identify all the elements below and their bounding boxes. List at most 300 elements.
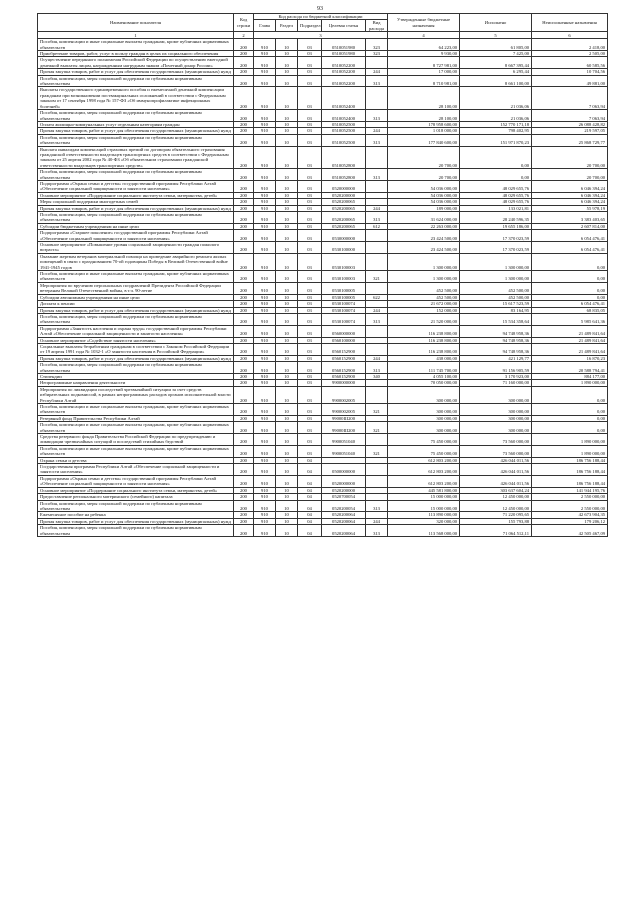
cell-glava: 910 (254, 415, 276, 421)
cell-code-line: 200 (234, 475, 254, 487)
cell-executed: 7 425,00 (460, 51, 532, 57)
cell-name: Прочая закупка товаров, работ и услуг для обеспечения государственных (муниципальных) нужд (38, 69, 234, 75)
cell-executed: 21 036,06 (460, 110, 532, 122)
cell-unexecuted: 0,00 (532, 415, 608, 421)
cell-executed: 83 164,95 (460, 307, 532, 313)
cell-code-line: 200 (234, 362, 254, 374)
cell-glava: 910 (254, 518, 276, 524)
header-code-line: Код строки (234, 14, 254, 32)
cell-podrazdel: 03 (298, 337, 322, 343)
cell-executed: 1 300 000,00 (460, 271, 532, 283)
cell-name: Пособия, компенсации и иные социальные выплаты гражданам, кроме публичных нормативных обязательств (38, 422, 234, 434)
cell-glava: 910 (254, 343, 276, 355)
cell-unexecuted: 55 978,19 (532, 205, 608, 211)
cell-code-line: 200 (234, 69, 254, 75)
cell-vr: 622 (366, 294, 388, 300)
cell-podrazdel: 03 (298, 212, 322, 224)
header-executed: Исполнено (460, 14, 532, 32)
table-row (38, 386, 608, 403)
cell-podrazdel: 03 (298, 404, 322, 416)
cell-unexecuted: 26 088 428,82 (532, 121, 608, 127)
table-body (38, 39, 608, 537)
cell-approved: 54 036 000,00 (388, 180, 460, 192)
cell-code-line: 200 (234, 223, 254, 229)
cell-name: Средства резервного фонда Правительства Российской Федерации по предупреждению и ликвидации чрезвычайных ситуаций и последствий стихийных бедствий (38, 434, 234, 446)
cell-executed: 73 560 000,00 (460, 445, 532, 457)
cell-code-line: 200 (234, 75, 254, 87)
cell-executed: 300 000,00 (460, 386, 532, 403)
cell-code-line: 200 (234, 422, 254, 434)
cell-approved: 23 424 500,00 (388, 230, 460, 242)
cell-approved: 116 238 800,00 (388, 325, 460, 337)
cell-unexecuted: 0,00 (532, 386, 608, 403)
cell-vr: 321 (366, 422, 388, 434)
cell-executed: 151 971 870,23 (460, 134, 532, 146)
cell-name: Доплата к пенсии (38, 301, 234, 307)
cell-code-line: 200 (234, 343, 254, 355)
cell-razdel: 10 (276, 110, 298, 122)
cell-name: Пособия, компенсации, меры социальной поддержки по публичным нормативным обязательствам (38, 169, 234, 181)
cell-razdel: 10 (276, 343, 298, 355)
cell-code-line: 200 (234, 355, 254, 361)
cell-code-line: 200 (234, 169, 254, 181)
cell-name: Пособия, компенсации, меры социальной поддержки по публичным нормативным обязательствам (38, 313, 234, 325)
header-approved: Утвержденные бюджетные назначения (388, 14, 460, 32)
cell-cs: 0520200065 (322, 199, 366, 205)
cell-executed: 426 044 011,56 (460, 457, 532, 463)
cell-vr: 313 (366, 110, 388, 122)
cell-approved: 21 520 000,00 (388, 313, 460, 325)
cell-razdel: 10 (276, 325, 298, 337)
cell-approved: 300 000,00 (388, 422, 460, 434)
cell-executed: 3 170 923,00 (460, 373, 532, 379)
cell-code-line: 200 (234, 253, 254, 270)
cell-glava: 910 (254, 494, 276, 500)
cell-unexecuted: 10 704,56 (532, 69, 608, 75)
cell-name: Пособия, компенсации и иные социальные выплаты гражданам, кроме публичных нормативных обязательств (38, 271, 234, 283)
cell-unexecuted: 6 054 476,41 (532, 301, 608, 307)
cell-executed: 48 029 655,76 (460, 180, 532, 192)
cell-cs: 0560000000 (322, 325, 366, 337)
cell-glava: 910 (254, 313, 276, 325)
cell-code-line: 200 (234, 57, 254, 69)
cell-podrazdel: 03 (298, 134, 322, 146)
cell-name: Подпрограмма «Старшее поколение» государственной программы Республики Алтай «Обеспечение социальной защищенности и занятости населения» (38, 230, 234, 242)
cell-glava: 910 (254, 87, 276, 110)
cell-razdel: 10 (276, 271, 298, 283)
cell-razdel: 10 (276, 307, 298, 313)
cell-podrazdel: 03 (298, 192, 322, 198)
cell-approved: 300 000,00 (388, 386, 460, 403)
cell-cs: 0520200064 (322, 518, 366, 524)
cell-code-line: 200 (234, 180, 254, 192)
cell-vr: 244 (366, 128, 388, 134)
cell-name: Основное мероприятие «Повышение уровня социальной защищенности граждан пожилого возраста» (38, 242, 234, 254)
cell-name: Подпрограмма «Занятость населения и охрана труда» государственной программы Республики Алтай «Обеспечение социальной защищенности и занятости населения» (38, 325, 234, 337)
cell-unexecuted: 21 489 841,64 (532, 325, 608, 337)
cell-cs: 0520200064 (322, 512, 366, 518)
cell-unexecuted: 7 063,94 (532, 87, 608, 110)
cell-podrazdel: 03 (298, 282, 322, 294)
table-row (38, 282, 608, 294)
cell-approved: 22 263 000,00 (388, 223, 460, 229)
cell-approved: 612 803 200,00 (388, 457, 460, 463)
cell-cs: 0510052500 (322, 128, 366, 134)
cell-podrazdel: 03 (298, 199, 322, 205)
cell-executed: 94 748 958,36 (460, 337, 532, 343)
cell-approved: 178 958 600,00 (388, 121, 460, 127)
cell-glava: 910 (254, 212, 276, 224)
cell-executed: 61 805,00 (460, 39, 532, 51)
cell-executed: 421 129,77 (460, 355, 532, 361)
cell-razdel: 10 (276, 294, 298, 300)
cell-podrazdel: 03 (298, 57, 322, 69)
cell-razdel: 10 (276, 169, 298, 181)
cell-razdel: 10 (276, 205, 298, 211)
cell-cs: 0520000000 (322, 180, 366, 192)
cell-razdel: 10 (276, 75, 298, 87)
cell-glava: 910 (254, 380, 276, 386)
cell-glava: 910 (254, 464, 276, 476)
cell-executed: 300 000,00 (460, 422, 532, 434)
cell-approved: 113 890 000,00 (388, 512, 460, 518)
cell-vr: 313 (366, 169, 388, 181)
cell-podrazdel: 03 (298, 223, 322, 229)
cell-name: Пособия, компенсации, меры социальной поддержки по публичным нормативным обязательствам (38, 525, 234, 537)
cell-razdel: 10 (276, 373, 298, 379)
cell-unexecuted: 25 868 729,77 (532, 134, 608, 146)
cell-cs: 0530100003 (322, 253, 366, 270)
cell-approved: 15 000 000,00 (388, 494, 460, 500)
cell-vr: 313 (366, 525, 388, 537)
cell-executed: 91 156 905,59 (460, 362, 532, 374)
colnum: 4 (388, 32, 460, 39)
cell-razdel: 10 (276, 223, 298, 229)
cell-razdel: 10 (276, 337, 298, 343)
header-razdel: Раздел (276, 20, 298, 32)
cell-name: Пособия, компенсации и иные социальные выплаты гражданам, кроме публичных нормативных обязательств (38, 445, 234, 457)
cell-executed: 152 770 171,18 (460, 121, 532, 127)
cell-code-line: 200 (234, 192, 254, 198)
cell-podrazdel: 03 (298, 242, 322, 254)
cell-name: Государственная программа Республики Алтай «Обеспечение социальной защищенности и занятости населения» (38, 464, 234, 476)
cell-glava: 910 (254, 271, 276, 283)
cell-podrazdel: 04 (298, 475, 322, 487)
cell-cs: 9900051040 (322, 434, 366, 446)
cell-unexecuted: 3 383 403,65 (532, 212, 608, 224)
cell-glava: 910 (254, 434, 276, 446)
cell-name: Выплаты государственного единовременного пособия и ежемесячной денежной компенсации гражданам при возникновении поствакцинальных осложнений в соответствии с Федеральным законом от 17 сентября 1998 года № 157-ФЗ «Об иммунопрофилактике инфекционных болезней» (38, 87, 234, 110)
cell-podrazdel: 03 (298, 373, 322, 379)
cell-vr: 244 (366, 355, 388, 361)
cell-glava: 910 (254, 128, 276, 134)
cell-glava: 910 (254, 75, 276, 87)
cell-unexecuted: 0,00 (532, 271, 608, 283)
table-row (38, 343, 608, 355)
cell-approved: 189 000,00 (388, 205, 460, 211)
cell-glava: 910 (254, 110, 276, 122)
cell-cs: 0510052500 (322, 134, 366, 146)
cell-vr (366, 230, 388, 242)
cell-razdel: 10 (276, 253, 298, 270)
table-row (38, 57, 608, 69)
cell-glava: 910 (254, 512, 276, 518)
cell-name: Субсидии бюджетным учреждениям на иные цели (38, 223, 234, 229)
cell-approved: 1 018 000,00 (388, 128, 460, 134)
cell-approved: 75 450 000,00 (388, 434, 460, 446)
cell-razdel: 10 (276, 434, 298, 446)
cell-name: Прочая закупка товаров, работ и услуг для обеспечения государственных (муниципальных) нужд (38, 128, 234, 134)
cell-podrazdel: 03 (298, 325, 322, 337)
cell-vr (366, 325, 388, 337)
cell-cs: 0530100074 (322, 313, 366, 325)
cell-approved: 54 036 000,00 (388, 199, 460, 205)
cell-code-line: 200 (234, 494, 254, 500)
cell-approved: 452 500,00 (388, 282, 460, 294)
cell-name: Пособия, компенсации, меры социальной поддержки по публичным нормативным обязательствам (38, 362, 234, 374)
cell-vr: 313 (366, 134, 388, 146)
cell-name: Оплата жилищно-коммунальных услуг отдельным категориям граждан (38, 121, 234, 127)
cell-approved: 612 803 200,00 (388, 464, 460, 476)
cell-name: Приобретение товаров, работ, услуг в пользу граждан в целях их социального обеспечения (38, 51, 234, 57)
cell-executed: 17 370 023,59 (460, 242, 532, 254)
cell-glava: 910 (254, 282, 276, 294)
cell-approved: 8 727 981,00 (388, 57, 460, 69)
table-row (38, 75, 608, 87)
header-podrazdel: Подраздел (298, 20, 322, 32)
cell-glava: 910 (254, 169, 276, 181)
cell-vr (366, 475, 388, 487)
cell-approved: 1 300 000,00 (388, 271, 460, 283)
cell-name: Выплата инвалидам компенсаций страховых премий по договорам обязательного страхования гражданской ответственности владельцев транспортных средств в соответствии с Федеральным законом от 25 апреля 2002 года № 40-ФЗ «Об обязательном страховании гражданской ответственности владельцев транспортных средств» (38, 146, 234, 169)
cell-executed: 0,00 (460, 146, 532, 169)
cell-glava: 910 (254, 294, 276, 300)
cell-name: Оказание жертвам ветеранов материальной помощи на проведение аварийного ремонта жилых помещений в связи с празднованием 70-ой годовщины Победы в Великой Отечественной войне 1941-1945 годов (38, 253, 234, 270)
cell-razdel: 10 (276, 301, 298, 307)
cell-executed: 6 295,44 (460, 69, 532, 75)
cell-razdel: 10 (276, 121, 298, 127)
cell-unexecuted: 60 585,56 (532, 57, 608, 69)
cell-podrazdel: 03 (298, 146, 322, 169)
cell-name: Мероприятия по ликвидации последствий чрезвычайной ситуации за счет средств избирательных подкомиссий, в рамках непрограммных расходов органов исполнительной власти Республики Алтай (38, 386, 234, 403)
cell-cs: 0530100005 (322, 294, 366, 300)
cell-unexecuted: 20 700,00 (532, 169, 608, 181)
cell-podrazdel: 03 (298, 205, 322, 211)
cell-podrazdel: 03 (298, 230, 322, 242)
cell-glava: 910 (254, 51, 276, 57)
cell-podrazdel: 03 (298, 110, 322, 122)
cell-code-line: 200 (234, 325, 254, 337)
cell-glava: 910 (254, 192, 276, 198)
cell-razdel: 10 (276, 404, 298, 416)
colnum: 6 (532, 32, 608, 39)
cell-glava: 910 (254, 180, 276, 192)
cell-razdel: 10 (276, 355, 298, 361)
table-row (38, 134, 608, 146)
table-row (38, 271, 608, 283)
cell-unexecuted: 6 046 394,24 (532, 180, 608, 192)
cell-cs: 99000Ш200 (322, 415, 366, 421)
cell-name: Подпрограмма «Охрана семьи и детства» государственной программы Республики Алтай «Обеспечение социальной защищенности и занятости населения» (38, 180, 234, 192)
cell-name: Социальные выплаты безработным гражданам в соответствии с Законом Российской Федерации от 19 апреля 1991 года № 1032-1 «О занятости населения в Российской Федерации» (38, 343, 234, 355)
cell-razdel: 10 (276, 282, 298, 294)
cell-vr: 244 (366, 307, 388, 313)
cell-cs: 0510052200 (322, 69, 366, 75)
cell-glava: 910 (254, 242, 276, 254)
header-name: Наименование показателя (38, 14, 234, 32)
table-row (38, 146, 608, 169)
cell-code-line: 200 (234, 313, 254, 325)
cell-podrazdel: 03 (298, 362, 322, 374)
colnum: 2 (234, 32, 254, 39)
cell-approved: 20 700,00 (388, 146, 460, 169)
table-row (38, 422, 608, 434)
cell-name: Пособия, компенсации, меры социальной поддержки по публичным нормативным обязательствам (38, 500, 234, 512)
cell-vr (366, 87, 388, 110)
cell-razdel: 10 (276, 487, 298, 493)
cell-podrazdel: 04 (298, 457, 322, 463)
cell-podrazdel: 03 (298, 169, 322, 181)
cell-unexecuted: 2 550 000,00 (532, 500, 608, 512)
cell-vr: 313 (366, 500, 388, 512)
cell-approved: 15 000 000,00 (388, 500, 460, 512)
cell-unexecuted: 179 206,12 (532, 518, 608, 524)
table-row (38, 169, 608, 181)
cell-cs: 0560152900 (322, 355, 366, 361)
cell-glava: 910 (254, 223, 276, 229)
cell-glava: 910 (254, 69, 276, 75)
cell-glava: 910 (254, 445, 276, 457)
cell-vr (366, 242, 388, 254)
cell-approved: 116 238 800,00 (388, 343, 460, 355)
cell-glava: 910 (254, 301, 276, 307)
cell-code-line: 200 (234, 301, 254, 307)
cell-unexecuted: 2 505,00 (532, 51, 608, 57)
cell-glava: 910 (254, 230, 276, 242)
cell-code-line: 200 (234, 307, 254, 313)
cell-glava: 910 (254, 253, 276, 270)
cell-glava: 910 (254, 500, 276, 512)
cell-code-line: 200 (234, 39, 254, 51)
cell-code-line: 200 (234, 87, 254, 110)
cell-code-line: 200 (234, 500, 254, 512)
cell-cs: 0510052200 (322, 75, 366, 87)
cell-unexecuted: 1 890 000,00 (532, 445, 608, 457)
cell-cs: 9900000000 (322, 380, 366, 386)
cell-cs: 0520200065 (322, 223, 366, 229)
cell-name: Основное мероприятие «Содействие занятости населения» (38, 337, 234, 343)
cell-unexecuted: 0,00 (532, 282, 608, 294)
cell-podrazdel: 03 (298, 87, 322, 110)
cell-approved: 300 000,00 (388, 415, 460, 421)
cell-code-line: 200 (234, 230, 254, 242)
cell-vr (366, 434, 388, 446)
cell-name: Прочая закупка товаров, работ и услуг для обеспечения государственных (муниципальных) нужд (38, 518, 234, 524)
cell-podrazdel: 03 (298, 253, 322, 270)
cell-approved: 9 930,00 (388, 51, 460, 57)
cell-cs: 0560152900 (322, 343, 366, 355)
cell-razdel: 10 (276, 494, 298, 500)
cell-glava: 910 (254, 457, 276, 463)
cell-podrazdel: 03 (298, 51, 322, 57)
cell-unexecuted: 20 588 794,41 (532, 362, 608, 374)
cell-name: Подпрограмма «Охрана семьи и детства» государственной программы Республики Алтай «Обеспечение социальной защищенности и занятости населения» (38, 475, 234, 487)
cell-vr: 321 (366, 404, 388, 416)
cell-name: Осуществление переданного полномочия Российской Федерации по осуществлению ежегодной денежной выплаты лицам, награжденным нагрудным знаком «Почетный донор России» (38, 57, 234, 69)
cell-podrazdel: 03 (298, 128, 322, 134)
cell-podrazdel: 03 (298, 271, 322, 283)
table-row (38, 525, 608, 537)
cell-name: Прочая закупка товаров, работ и услуг для обеспечения государственных (муниципальных) нужд (38, 307, 234, 313)
table-row (38, 404, 608, 416)
cell-code-line: 200 (234, 212, 254, 224)
cell-approved: 116 238 800,00 (388, 337, 460, 343)
cell-executed: 71 160 000,00 (460, 380, 532, 386)
cell-razdel: 10 (276, 422, 298, 434)
cell-name: Пособия, компенсации и иные социальные выплаты гражданам, кроме публичных нормативных обязательств (38, 404, 234, 416)
cell-code-line: 200 (234, 337, 254, 343)
cell-code-line: 200 (234, 445, 254, 457)
cell-glava: 910 (254, 325, 276, 337)
header-unexecuted: Неисполненные назначения (532, 14, 608, 32)
cell-approved: 438 000,00 (388, 355, 460, 361)
budget-table (37, 13, 608, 537)
cell-glava: 910 (254, 57, 276, 69)
cell-unexecuted: 1 890 000,00 (532, 380, 608, 386)
cell-code-line: 200 (234, 121, 254, 127)
cell-cs: 0520200064 (322, 525, 366, 537)
cell-cs: 0560152900 (322, 373, 366, 379)
cell-cs: 0520200054 (322, 500, 366, 512)
cell-vr: 313 (366, 313, 388, 325)
cell-unexecuted: 2 418,00 (532, 39, 608, 51)
cell-razdel: 10 (276, 180, 298, 192)
cell-unexecuted: 49 881,00 (532, 75, 608, 87)
cell-glava: 910 (254, 422, 276, 434)
cell-razdel: 10 (276, 230, 298, 242)
cell-razdel: 10 (276, 128, 298, 134)
cell-glava: 910 (254, 121, 276, 127)
cell-unexecuted: 5 985 641,36 (532, 313, 608, 325)
cell-razdel: 10 (276, 445, 298, 457)
cell-cs: 0510052400 (322, 110, 366, 122)
cell-code-line: 200 (234, 282, 254, 294)
cell-executed: 12 450 000,00 (460, 494, 532, 500)
cell-code-line: 200 (234, 518, 254, 524)
cell-razdel: 10 (276, 39, 298, 51)
cell-unexecuted: 186 756 188,44 (532, 464, 608, 476)
cell-unexecuted: 42 673 904,35 (532, 512, 608, 518)
cell-approved: 300 000,00 (388, 404, 460, 416)
cell-vr: 323 (366, 39, 388, 51)
table-row (38, 445, 608, 457)
cell-razdel: 10 (276, 500, 298, 512)
cell-glava: 910 (254, 373, 276, 379)
cell-razdel: 10 (276, 87, 298, 110)
cell-podrazdel: 04 (298, 512, 322, 518)
cell-approved: 113 568 000,00 (388, 525, 460, 537)
cell-cs: 0510052800 (322, 146, 366, 169)
cell-vr (366, 57, 388, 69)
cell-glava: 910 (254, 525, 276, 537)
cell-executed: 300 000,00 (460, 415, 532, 421)
cell-executed: 12 450 000,00 (460, 500, 532, 512)
cell-razdel: 10 (276, 380, 298, 386)
cell-razdel: 10 (276, 69, 298, 75)
cell-cs: 0510052200 (322, 57, 366, 69)
cell-approved: 612 803 200,00 (388, 475, 460, 487)
cell-name: Мероприятия по вручению персональных поздравлений Президента Российской Федерации ветеранам Великой Отечественной войны, в т.ч. 90-летие (38, 282, 234, 294)
